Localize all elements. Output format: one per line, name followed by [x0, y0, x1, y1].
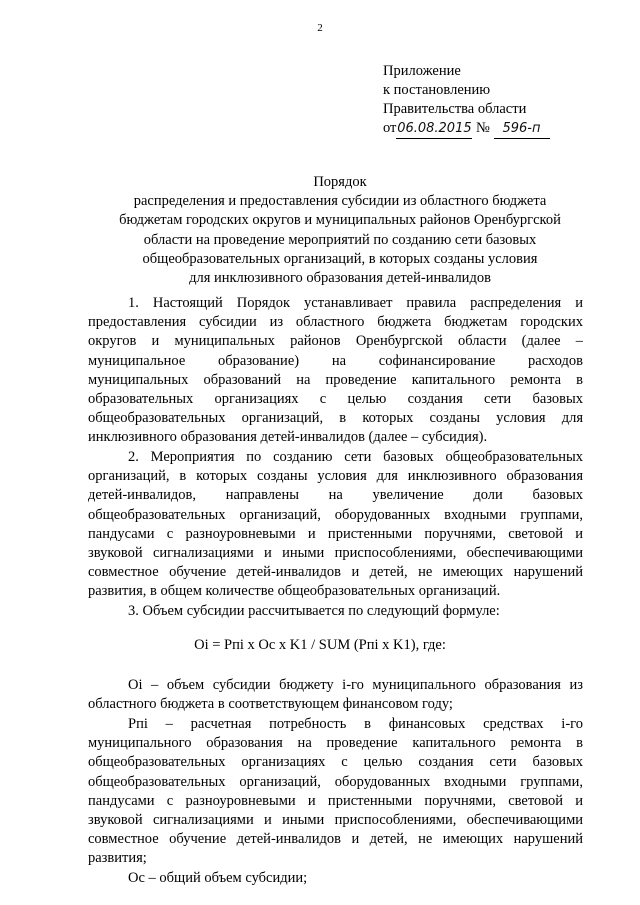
paragraph-line: общеобразовательных организаций, в которых созданы условия для: [88, 410, 583, 427]
date-prefix: от: [383, 120, 397, 136]
paragraph-line: звуковой сигнализациями и иными приспособлениями, обеспечивающими: [88, 811, 583, 828]
paragraph-line: развития, в общем количестве общеобразовательных организаций.: [88, 583, 501, 600]
paragraph-3: [88, 602, 583, 621]
title-line: области на проведение мероприятий по созданию сети базовых: [143, 231, 537, 248]
paragraph-line: муниципальных образований на проведение капитального ремонта в: [88, 371, 583, 388]
paragraph-line: общеобразовательных организаций, оборудованных входными группами,: [88, 506, 583, 523]
title-line: распределения и предоставления субсидии из областного бюджета: [133, 193, 547, 210]
definition-oc: [88, 869, 583, 888]
paragraph-line: Oc – общий объем субсидии;: [128, 870, 308, 886]
paragraph-line: пандусами с разноуровневыми и пристенными поручнями, световой и: [88, 525, 583, 542]
paragraph-line: Pпi – расчетная потребность в финансовых средствах i-го: [128, 716, 583, 732]
appendix-line-3: Правительства области: [383, 101, 527, 117]
formula: Oi = Pпi x Oc x K1 / SUM (Pпi x K1), где:: [194, 637, 446, 653]
paragraph-line: инклюзивного образования детей-инвалидов (далее – субсидия).: [88, 429, 488, 446]
document-title: [60, 173, 620, 288]
paragraph-line: областного бюджета в соответствующем финансовом году;: [88, 696, 453, 713]
paragraph-line: общеобразовательных организаций, оборудованных входными группами,: [88, 773, 583, 790]
number-sign: №: [476, 120, 490, 136]
paragraph-line: округов и муниципальных районов Оренбургской области (далее –: [88, 333, 583, 350]
paragraph-line: общеобразовательных организациях с целью создания сети базовых: [88, 754, 583, 771]
definition-rpi: [88, 715, 583, 869]
paragraph-line: Oi – объем субсидии бюджету i-го муниципального образования из: [128, 677, 583, 693]
title-line: бюджетам городских округов и муниципальных районов Оренбургской: [119, 212, 561, 229]
paragraph-line: развития;: [88, 850, 147, 867]
paragraph-line: звуковой сигнализациями и иными приспособлениями, обеспечивающими: [88, 544, 583, 561]
appendix-line-1: Приложение: [383, 63, 461, 79]
paragraph-line: пандусами с разноуровневыми и пристенными поручнями, световой и: [88, 792, 583, 809]
title-line: общеобразовательных организаций, в которых созданы условия: [142, 250, 538, 267]
appendix-block: [383, 62, 550, 139]
paragraph-line: муниципальное образование) на софинансирование расходов: [88, 352, 583, 369]
page-number: 2: [317, 22, 323, 34]
title-line: для инклюзивного образования детей-инвалидов: [189, 270, 491, 287]
handwritten-number: 596-п: [502, 121, 541, 136]
paragraph-line: совместное обучение детей-инвалидов и детей, не имеющих нарушений: [88, 831, 583, 848]
paragraph-line: 3. Объем субсидии рассчитывается по следующий формуле:: [128, 603, 500, 619]
appendix-date-line: [383, 119, 550, 139]
paragraph-line: организаций, в которых созданы условия для инклюзивного образования: [88, 468, 583, 485]
title-line: Порядок: [313, 174, 367, 190]
paragraph-1: [88, 294, 583, 448]
paragraph-2: [88, 448, 583, 602]
paragraph-line: предоставления субсидии из областного бюджета бюджетам городских: [88, 314, 583, 331]
paragraph-line: 1. Настоящий Порядок устанавливает правила распределения и: [128, 295, 583, 311]
paragraph-line: муниципального образования на проведение капитального ремонта в: [88, 735, 583, 752]
paragraph-line: 2. Мероприятия по созданию сети базовых общеобразовательных: [128, 449, 583, 465]
paragraph-line: совместное обучение детей-инвалидов и детей, не имеющих нарушений: [88, 564, 583, 581]
definition-oi: [88, 676, 583, 714]
appendix-line-2: к постановлению: [383, 82, 491, 98]
handwritten-date: 06.08.2015: [397, 121, 472, 136]
paragraph-line: детей-инвалидов, направлены на увеличение доли базовых: [88, 487, 583, 504]
paragraph-line: образовательных организациях с целью создания сети базовых: [88, 390, 583, 407]
